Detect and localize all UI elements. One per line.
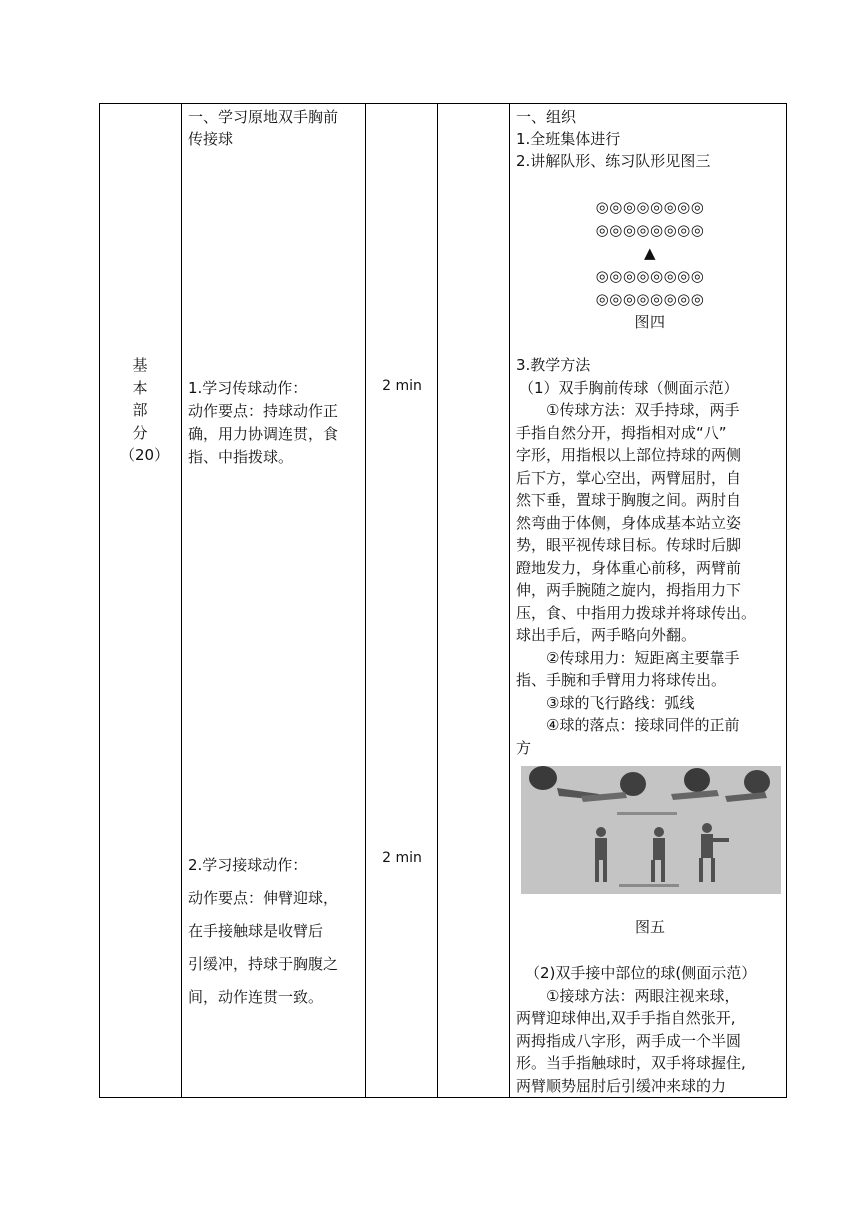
formation-row: ◎◎◎◎◎◎◎◎ [595,267,705,285]
catch-line: 引缓冲，持球于胸腹之 [188,955,339,973]
photo-caption: 图五 [634,918,665,936]
pass-line: 确，用力协调连贯，食 [188,425,339,443]
organization-header [516,106,784,172]
column-divider [181,104,182,1097]
pass-section [188,377,366,469]
passing-demo-illustration [521,766,781,894]
pass-method-line: 蹬地发力，身体重心前移，两臂前 [516,558,742,577]
teaching-method [516,354,784,759]
part-char: 本 [132,378,148,397]
formation-diagram [516,196,784,334]
pass-method-line: 球出手后，两手略向外翻。 [516,626,697,644]
pass-line: 指、中指拨球。 [188,448,294,466]
pass-method-line: ③球的飞行路线：弧线 [546,693,695,712]
pass-method-line: 势，眼平视传球目标。传球时后脚 [516,536,742,554]
pass-time: 2 min [382,378,422,394]
catch-section [188,849,366,1014]
pass-demo-title: （1）双手胸前传球（侧面示范） [519,378,739,397]
part-label [120,354,170,467]
catch-line: 动作要点：伸臂迎球， [188,889,339,907]
part-duration: （20） [120,446,170,464]
pass-method-line: 指、手腕和手臂用力将球传出。 [516,671,727,689]
column-divider [437,104,438,1097]
formation-row: ◎◎◎◎◎◎◎◎ [595,221,705,239]
formation-row: ◎◎◎◎◎◎◎◎ [595,290,705,308]
pass-method-line: ①传球方法：双手持球，两手 [546,401,740,419]
catch-line: 间，动作连贯一致。 [188,988,324,1006]
catch-method-line: 两臂顺势屈肘后引缓冲来球的力 [516,1076,727,1095]
catch-demo-title: （2)双手接中部位的球(侧面示范） [525,964,757,982]
method-heading: 3.教学方法 [516,356,591,374]
teacher-marker-icon: ▲ [643,244,657,262]
catch-title: 2.学习接球动作： [188,856,308,874]
pass-line: 动作要点：持球动作正 [188,402,339,420]
pass-method-line: 然弯曲于体侧，身体成基本站立姿 [516,513,742,532]
catch-method-line: ①接球方法：两眼注视来球， [546,986,740,1005]
passing-demo-photo [521,766,781,894]
part-char: 部 [132,401,148,419]
pass-method-line: 然下垂，置球于胸腹之间。两肘自 [516,491,742,509]
pass-method-line: 伸，两手腕随之旋内，拇指用力下 [516,581,742,599]
pass-method-line: 后下方，掌心空出，两臂屈肘，自 [516,468,742,487]
formation-caption: 图四 [634,313,666,331]
pass-method-line: 手指自然分开，拇指相对成“八” [516,423,727,442]
pass-title: 1.学习传球动作： [188,379,308,397]
catch-method-line: 形。当手指触球时，双手将球握住, [516,1054,746,1072]
part-char: 基 [132,356,148,374]
catch-method [516,962,784,1097]
pass-method-line: 方 [516,738,532,757]
organization-line: 1.全班集体进行 [516,130,621,148]
catch-method-line: 两臂迎球伸出,双手手指自然张开, [516,1009,736,1027]
pass-method-line: 压，食、中指用力拨球并将球传出。 [516,603,757,622]
column-divider [509,104,510,1097]
formation-row: ◎◎◎◎◎◎◎◎ [595,198,705,216]
organization-line: 2.讲解队形、练习队形见图三 [516,152,711,170]
content-heading-line: 一、学习原地双手胸前 [188,108,339,126]
content-heading [188,106,366,150]
organization-heading: 一、组织 [516,108,577,126]
pass-method-line: ②传球用力：短距离主要靠手 [546,648,740,667]
catch-line: 在手接触球是收臂后 [188,922,324,940]
pass-method-line: 字形，用指根以上部位持球的两侧 [516,446,742,464]
content-heading-line: 传接球 [188,130,234,148]
catch-time: 2 min [382,850,422,866]
pass-method-line: ④球的落点：接球同伴的正前 [546,716,740,734]
part-char: 分 [132,423,148,442]
catch-method-line: 两拇指成八字形，两手成一个半圆 [516,1031,742,1050]
lesson-plan-table [99,103,787,1098]
